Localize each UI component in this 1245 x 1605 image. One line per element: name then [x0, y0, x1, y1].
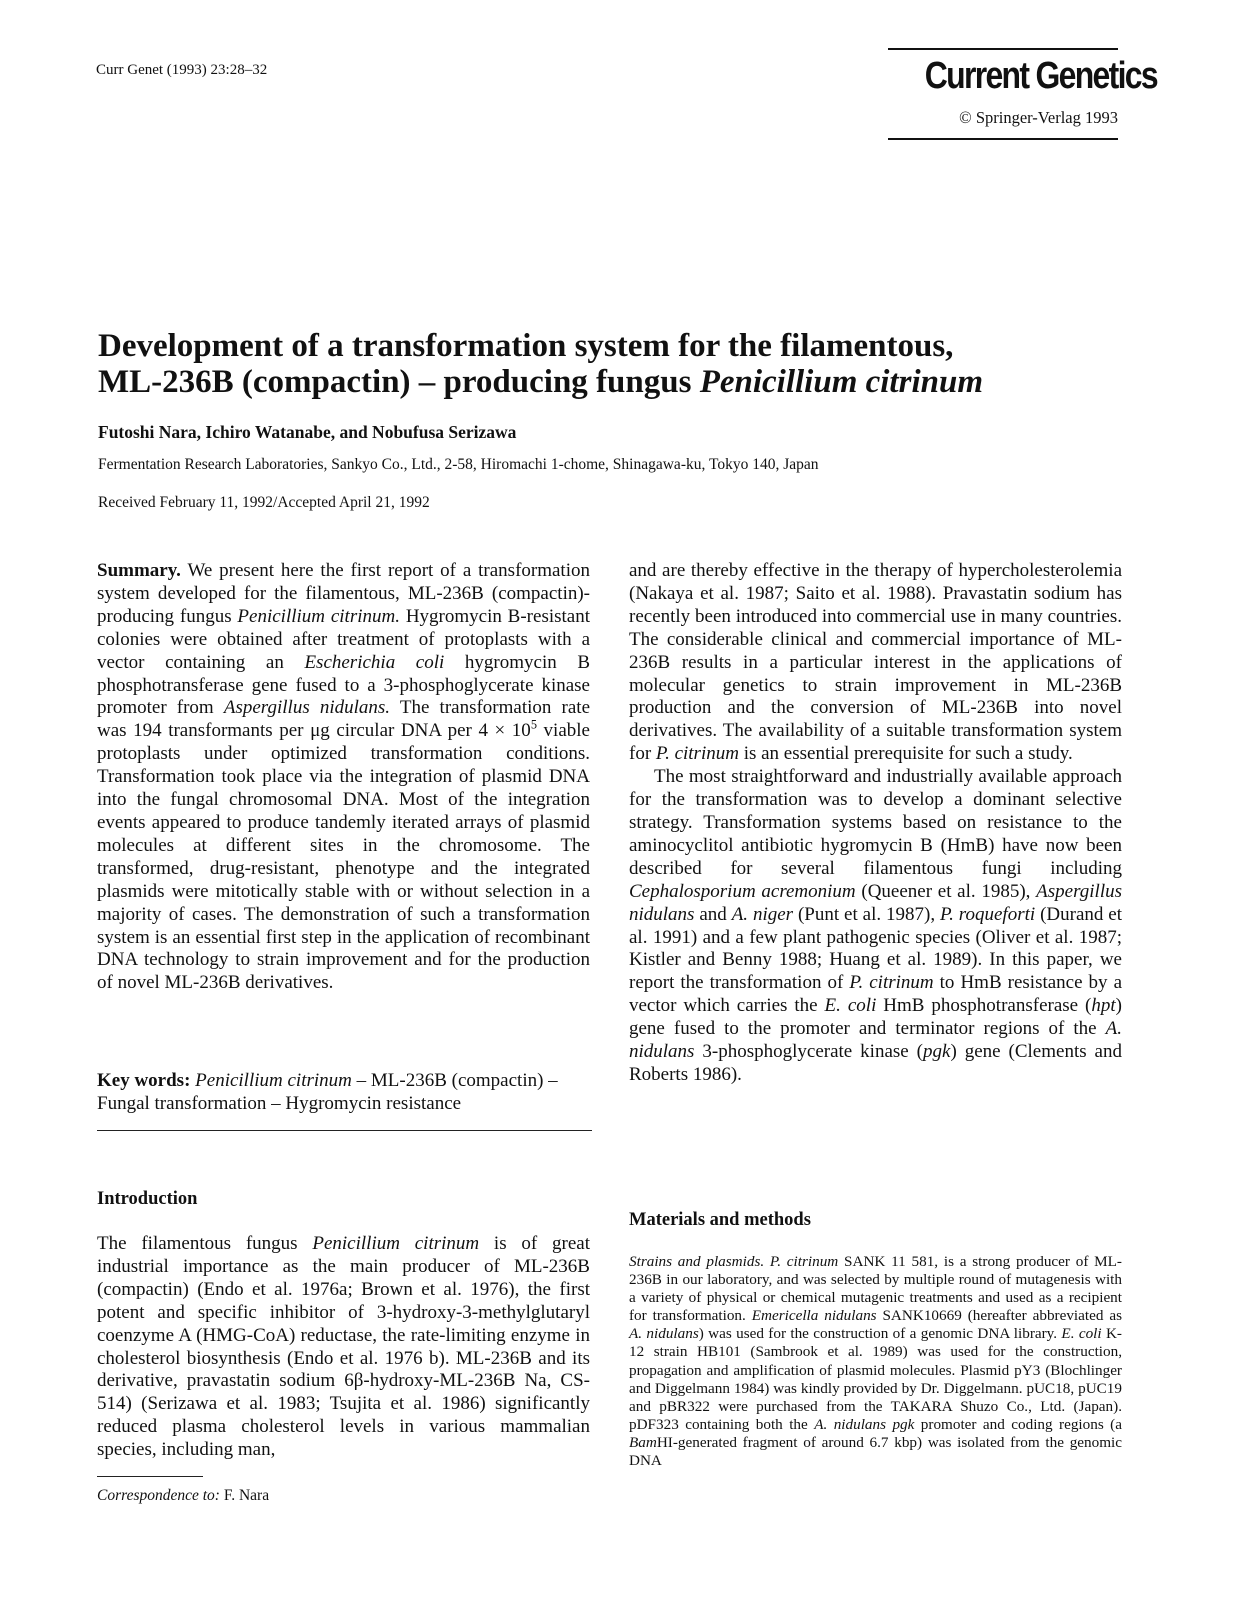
body-species: E. coli	[824, 995, 877, 1017]
summary-text: We present here the first report of a transformation system developed for the filamentous, ML-236B (compactin)-producing fungus	[97, 560, 590, 627]
received-dates: Received February 11, 1992/Accepted April 21, 1992	[98, 494, 430, 511]
article-title	[98, 328, 1128, 400]
body-species: Cephalosporium acremonium	[629, 880, 856, 902]
journal-masthead	[888, 48, 1157, 140]
title-species: Penicillium citrinum	[699, 364, 983, 400]
body-text: to HmB resistance by a vector which carries the	[629, 972, 1123, 1017]
body-text: (Punt et al. 1987),	[793, 903, 940, 925]
body-text: and	[694, 903, 732, 925]
summary-text: The transformation rate was 194 transformants per μg circular DNA per 4 × 10	[97, 697, 591, 742]
summary-text: hygromycin B phosphotransferase gene fused to a 3-phosphoglycerate kinase promoter from	[97, 651, 591, 719]
summary-paragraph	[97, 560, 590, 995]
summary-species: Escherichia coli	[304, 651, 445, 673]
methods-species: Emericella nidulans	[751, 1307, 877, 1325]
body-species: P. citrinum	[655, 743, 739, 765]
copyright-notice: © Springer-Verlag 1993	[959, 108, 1118, 127]
correspondence-note	[97, 1487, 269, 1505]
body-text: (Durand et al. 1991) and a few plant pathogenic species (Oliver et al. 1987; Kistler and Benny 1988; Huang et al. 1989). In this paper, we report the transformation of	[629, 903, 1122, 994]
intro-species: Penicillium citrinum	[312, 1233, 480, 1254]
intro-text: The filamentous fungus	[97, 1233, 313, 1254]
methods-text: K-12 strain HB101 (Sambrook et al. 1989) was used for the construction, propagation and amplification of plasmid molecules. Plasmid pY3 (Blochlinger and Diggelmann 1984) was kindly provided by Dr. Diggelmann. pUC18, pUC19 and pBR322 were purchased from the TAKARA Shuzo Co., Ltd. (Japan). pDF323 containing both the	[629, 1325, 1122, 1433]
body-text: ) gene (Clements and Roberts 1986).	[629, 1041, 1122, 1085]
footnote-divider	[97, 1476, 203, 1477]
right-column-text	[629, 560, 1122, 1087]
materials-methods-paragraph	[629, 1253, 1122, 1470]
correspondence-name: F. Nara	[219, 1487, 270, 1504]
methods-text: promoter and coding regions (a	[914, 1415, 1122, 1433]
author-list: Futoshi Nara, Ichiro Watanabe, and Nobufusa Serizawa	[98, 422, 517, 442]
journal-citation: Curr Genet (1993) 23:28–32	[96, 62, 268, 78]
materials-methods-heading: Materials and methods	[629, 1210, 811, 1230]
title-line-2-text: ML-236B (compactin) – producing fungus	[98, 364, 700, 400]
methods-species: P. citrinum	[764, 1253, 839, 1270]
methods-species: E. coli	[1061, 1325, 1102, 1343]
methods-text: HI-generated fragment of around 6.7 kbp) was isolated from the genomic DNA	[629, 1433, 1122, 1470]
section-divider	[97, 1130, 592, 1131]
body-text: is an essential prerequisite for such a study.	[738, 743, 1073, 765]
body-species: P. citrinum	[849, 972, 934, 994]
body-text: The most straightforward and industrially available approach for the transformation was to develop a dominant selective strategy. Transformation systems based on resistance to the aminocyclitol antibiotic hygromycin B (HmB) have now been described for several filamentous fungi including	[629, 766, 1122, 879]
body-gene: hpt	[1091, 995, 1116, 1017]
title-line-1: Development of a transformation system for the filamentous,	[98, 328, 954, 364]
right-paragraph-2	[629, 766, 1122, 1087]
keywords-text: – ML-236B (compactin) – Fungal transformation – Hygromycin resistance	[97, 1070, 558, 1114]
body-species: A. nidulans	[629, 1018, 1122, 1063]
keywords-label: Key words:	[97, 1070, 191, 1091]
body-text: (Queener et al. 1985),	[855, 880, 1037, 902]
summary-species: Aspergillus nidulans.	[223, 697, 391, 719]
introduction-heading: Introduction	[97, 1189, 198, 1209]
body-text: 3-phosphoglycerate kinase (	[694, 1041, 923, 1063]
body-species: Aspergillus nidulans	[629, 880, 1122, 925]
title-line-2	[98, 364, 1128, 400]
body-gene: pgk	[923, 1041, 951, 1063]
body-species: A. niger	[731, 903, 794, 925]
keyword-species: Penicillium citrinum	[195, 1070, 352, 1091]
summary-text: Hygromycin B-resistant colonies were obtained after treatment of protoplasts with a vector containing an	[97, 605, 590, 673]
methods-enzyme: Bam	[629, 1433, 657, 1451]
methods-species: A. nidulans	[629, 1325, 699, 1343]
methods-species: A. nidulans pgk	[814, 1415, 915, 1433]
journal-name: Current Genetics	[924, 55, 1157, 97]
methods-text: SANK10669 (hereafter abbreviated as	[876, 1307, 1122, 1325]
affiliation: Fermentation Research Laboratories, Sankyo Co., Ltd., 2-58, Hiromachi 1-chome, Shinagawa-ku, Tokyo 140, Japan	[98, 456, 819, 473]
summary-exponent: 5	[530, 718, 537, 733]
body-text: and are thereby effective in the therapy of hypercholesterolemia (Nakaya et al. 1987; Saito et al. 1988). Pravastatin sodium has recently been introduced into commercial use in many countries. The considerable clinical and commercial importance of ML-236B results in a particular interest in the applications of molecular genetics to strain improvement in ML-236B production and the conversion of ML-236B into novel derivatives. The availability of a suitable transformation system for	[629, 560, 1122, 765]
body-text: HmB phosphotransferase (	[876, 995, 1092, 1017]
summary-label: Summary.	[97, 560, 181, 581]
methods-text: SANK 11 581, is a strong producer of ML-236B in our laboratory, and was selected by multiple round of mutagenesis with a variety of physical or chemical mutagenic treatments and used as a recipient for transformation.	[629, 1253, 1122, 1325]
summary-species: Penicillium citrinum.	[237, 605, 400, 627]
key-words	[97, 1070, 590, 1116]
methods-text: ) was used for the construction of a genomic DNA library.	[698, 1325, 1062, 1343]
masthead-bottom-rule	[888, 138, 1118, 140]
introduction-paragraph	[97, 1233, 590, 1462]
intro-text: is of great industrial importance as the main producer of ML-236B (compactin) (Endo et al. 1976a; Brown et al. 1976), the first potent and specific inhibitor of 3-hydroxy-3-methylglutaryl coenzyme A (HMG-CoA) reductase, the rate-limiting enzyme in cholesterol biosynthesis (Endo et al. 1976 b). ML-236B and its derivative, pravastatin sodium 6β-hydroxy-ML-236B Na, CS-514) (Serizawa et al. 1983; Tsujita et al. 1986) significantly reduced plasma cholesterol levels in various mammalian species, including man,	[97, 1233, 590, 1461]
body-text: ) gene fused to the promoter and terminator regions of the	[629, 995, 1122, 1040]
correspondence-label: Correspondence to:	[97, 1487, 220, 1504]
body-species: P. roqueforti	[940, 903, 1036, 925]
methods-subheading: Strains and plasmids.	[629, 1253, 765, 1270]
summary-text: viable protoplasts under optimized transformation conditions. Transformation took place via the integration of plasmid DNA into the fungal chromosomal DNA. Most of the integration events appeared to produce tandemly iterated arrays of plasmid molecules at different sites in the chromosome. The transformed, drug-resistant, phenotype and the integrated plasmids were mitotically stable with or without selection in a majority of cases. The demonstration of such a transformation system is an essential first step in the application of recombinant DNA technology to strain improvement and for the production of novel ML-236B derivatives.	[97, 720, 590, 994]
masthead-top-rule	[888, 48, 1118, 50]
right-paragraph-1	[629, 560, 1122, 766]
